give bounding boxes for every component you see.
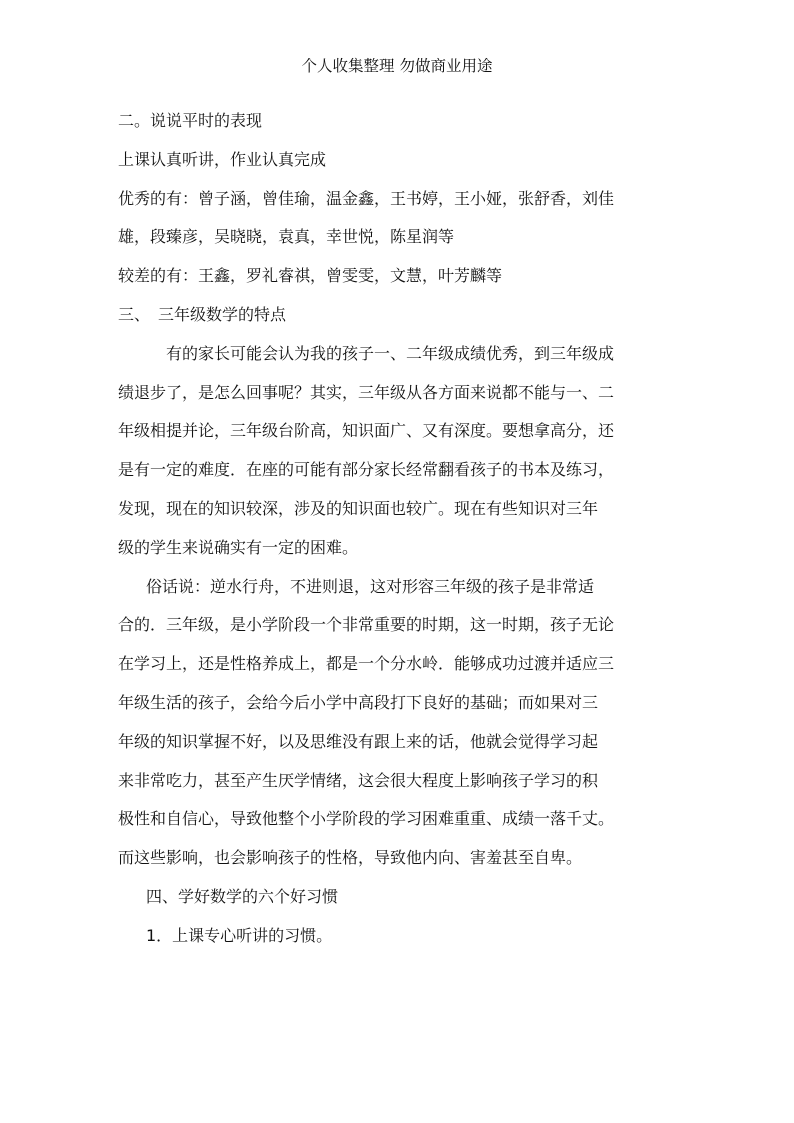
paragraph-line: 极性和自信心，导致他整个小学阶段的学习困难重重、成绩一落千丈。 — [118, 809, 615, 829]
section-heading-performance: 二。说说平时的表现 — [118, 111, 263, 130]
paragraph-line: 在学习上，还是性格养成上，都是一个分水岭．能够成功过渡并适应三 — [118, 654, 615, 674]
paragraph-line: 级的学生来说确实有一定的困难。 — [118, 537, 359, 557]
paragraph-line: 来非常吃力，甚至产生厌学情绪，这会很大程度上影响孩子学习的积 — [118, 770, 599, 790]
paragraph-line: 有的家长可能会认为我的孩子一、二年级成绩优秀，到三年级成 — [166, 343, 615, 363]
paragraph-line: 俗话说：逆水行舟，不进则退，这对形容三年级的孩子是非常适 — [146, 576, 595, 596]
document-body — [118, 102, 678, 956]
paragraph-line: 年级的知识掌握不好，以及思维没有跟上来的话，他就会觉得学习起 — [118, 731, 599, 751]
page-header: 个人收集整理 勿做商业用途 — [301, 57, 493, 75]
paragraph-line: 是有一定的难度．在座的可能有部分家长经常翻看孩子的书本及练习， — [118, 460, 615, 480]
paragraph-line: 上课认真听讲，作业认真完成 — [118, 149, 327, 169]
paragraph-line: 较差的有：王鑫，罗礼睿祺，曾雯雯，文慧，叶芳麟等 — [118, 266, 503, 286]
section-heading-six-habits: 四、学好数学的六个好习惯 — [146, 886, 339, 906]
list-item-habit-1: 1．上课专心听讲的习惯。 — [146, 925, 333, 945]
paragraph-line: 年级相提并论，三年级台阶高，知识面广、又有深度。要想拿高分，还 — [118, 421, 615, 441]
paragraph-line: 年级生活的孩子，会给今后小学中高段打下良好的基础；而如果对三 — [118, 692, 599, 712]
paragraph-line: 优秀的有：曾子涵，曾佳瑜，温金鑫，王书婷，王小娅，张舒香，刘佳 — [118, 188, 615, 208]
paragraph-line: 而这些影响，也会影响孩子的性格，导致他内向、害羞甚至自卑。 — [118, 848, 583, 868]
paragraph-line: 合的．三年级，是小学阶段一个非常重要的时期，这一时期，孩子无论 — [118, 615, 615, 635]
paragraph-line: 雄，段臻彦，吴晓晓，袁真，幸世悦，陈星润等 — [118, 227, 455, 247]
paragraph-line: 绩退步了，是怎么回事呢？其实，三年级从各方面来说都不能与一、二 — [118, 382, 615, 402]
paragraph-line: 发现，现在的知识较深，涉及的知识面也较广。现在有些知识对三年 — [118, 498, 599, 518]
section-heading-grade3-math: 三、 三年级数学的特点 — [118, 304, 287, 324]
